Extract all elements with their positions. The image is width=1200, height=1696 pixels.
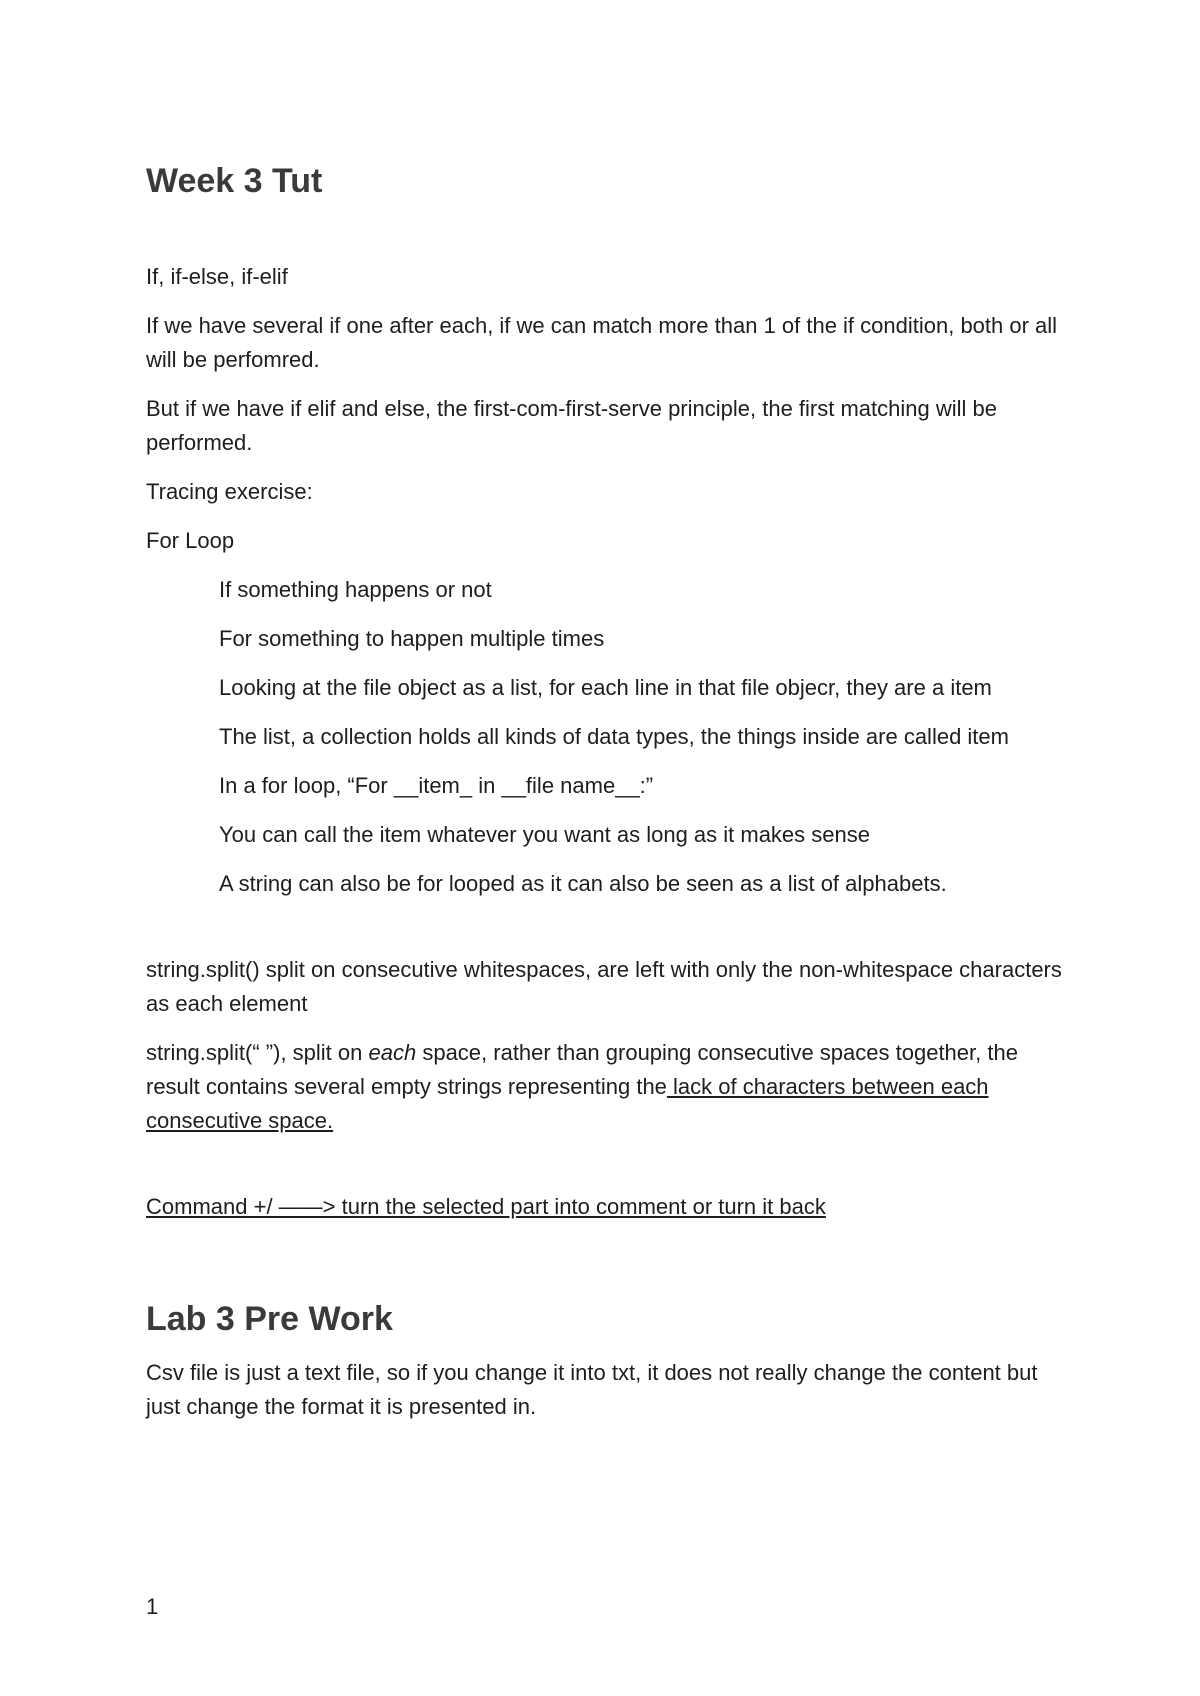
- for-loop-note: Looking at the file object as a list, for each line in that file objecr, they are a item: [219, 675, 992, 700]
- csv-note-paragraph: Csv file is just a text file, so if you change it into txt, it does not really change the content but just change the format it is presented in.: [146, 1360, 1038, 1419]
- for-loop-note: In a for loop, “For __item_ in __file name__:”: [219, 773, 654, 798]
- command-tip: Command +/ ——> turn the selected part into comment or turn it back: [146, 1194, 826, 1219]
- several-if-paragraph: If we have several if one after each, if we can match more than 1 of the if condition, both or all will be perfomred.: [146, 313, 1058, 372]
- for-loop-line: For Loop: [146, 528, 235, 553]
- for-loop-note: The list, a collection holds all kinds of data types, the things inside are called item: [219, 724, 1009, 749]
- conditionals-line: If, if-else, if-elif: [146, 264, 288, 289]
- page-content: [146, 160, 1076, 1439]
- elif-paragraph: But if we have if elif and else, the first-com-first-serve principle, the first matching will be performed.: [146, 396, 997, 455]
- split-space-paragraph: [146, 1036, 1076, 1138]
- split-default-paragraph: string.split() split on consecutive whitespaces, are left with only the non-whitespace characters as each element: [146, 957, 1062, 1016]
- lab-heading: Lab 3 Pre Work: [146, 1300, 393, 1338]
- for-loop-note: A string can also be for looped as it can also be seen as a list of alphabets.: [219, 871, 947, 896]
- for-loop-note: You can call the item whatever you want as long as it makes sense: [219, 822, 870, 847]
- for-loop-note: If something happens or not: [219, 577, 492, 602]
- tracing-line: Tracing exercise:: [146, 479, 313, 504]
- split-space-underlined: lack of characters between each consecutive space.: [146, 1074, 989, 1133]
- split-space-text: space, rather than grouping consecutive spaces together, the result contains several empty strings representing the: [146, 1040, 1018, 1099]
- split-space-text: string.split(“ ”), split on: [146, 1040, 369, 1065]
- page-number: 1: [146, 1594, 159, 1619]
- week-heading: Week 3 Tut: [146, 162, 323, 200]
- for-loop-note: For something to happen multiple times: [219, 626, 605, 651]
- split-space-emphasis: each: [368, 1040, 417, 1065]
